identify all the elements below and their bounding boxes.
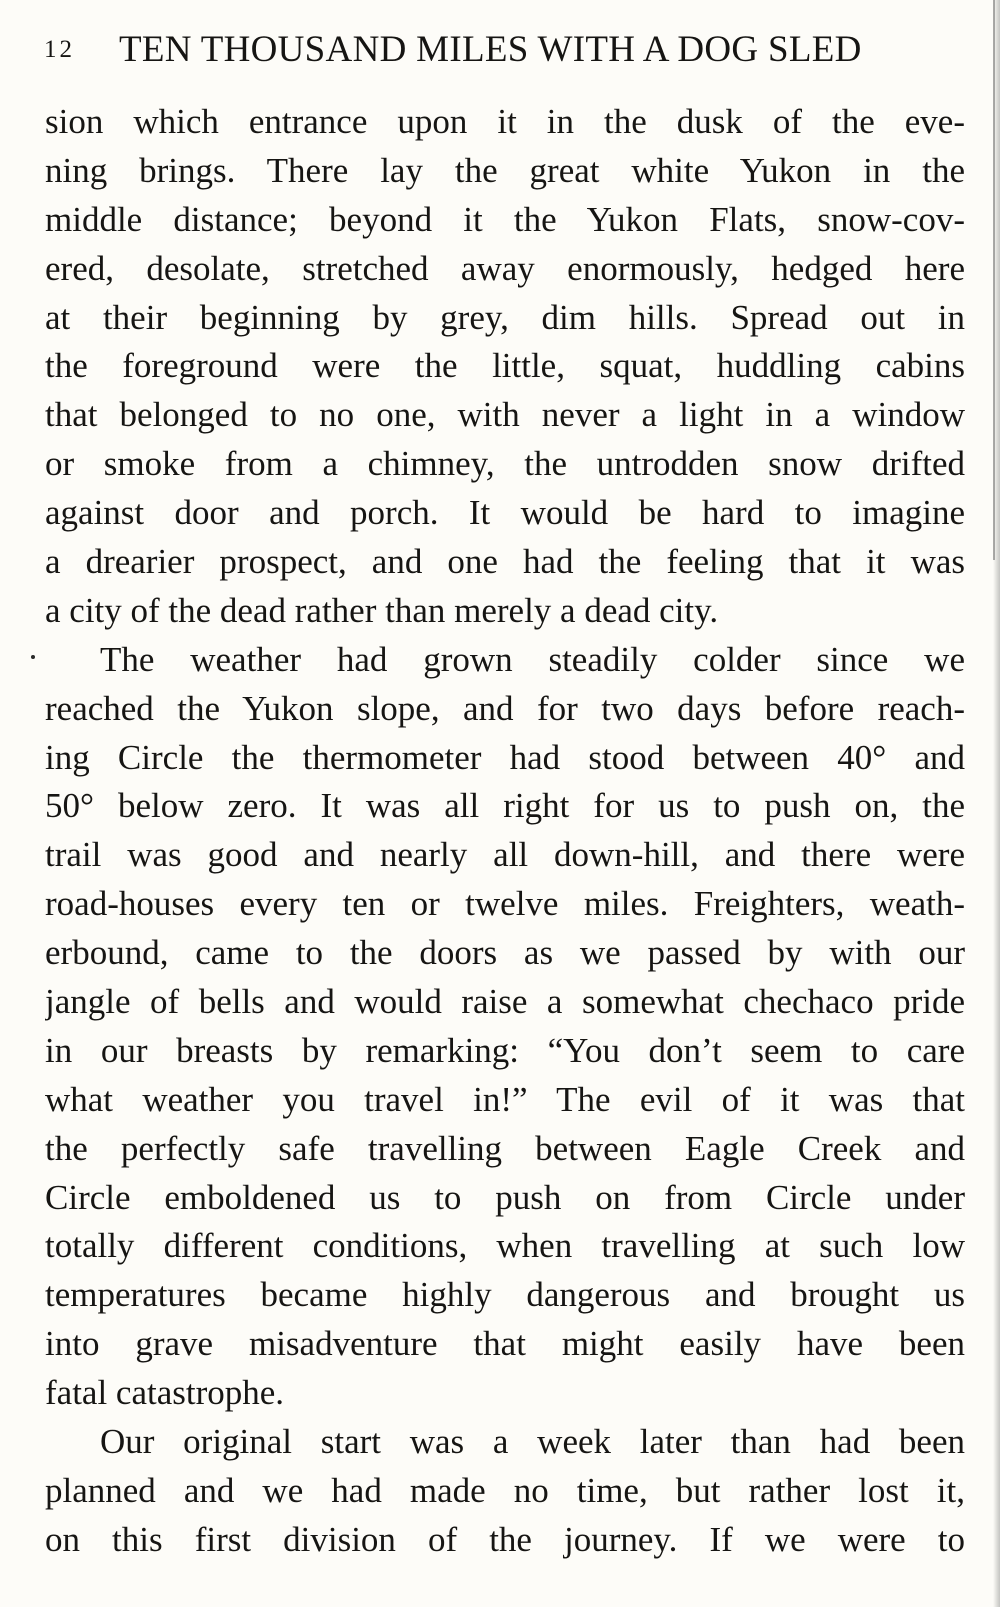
running-title: TEN THOUSAND MILES WITH A DOG SLED — [119, 29, 862, 70]
text-line: the foreground were the little, squat, huddling cabins — [45, 346, 965, 386]
text-line: that belonged to no one, with never a light in a window — [45, 395, 965, 435]
text-line: sion which entrance upon it in the dusk of the eve- — [45, 102, 965, 141]
text-line: The weather had grown steadily colder since we — [100, 639, 965, 679]
text-line: a city of the dead rather than merely a dead city. — [45, 590, 719, 630]
text-line: on this first division of the journey. If we were to — [45, 1519, 965, 1559]
body-text — [45, 98, 965, 1565]
text-line: 50° below zero. It was all right for us to push on, the — [45, 786, 965, 826]
text-line: erbound, came to the doors as we passed by with our — [45, 933, 965, 973]
running-head — [44, 28, 924, 72]
text-line: a drearier prospect, and one had the feeling that it was — [45, 542, 965, 582]
text-line: ered, desolate, stretched away enormously, hedged here — [45, 248, 965, 288]
page-number: 12 — [44, 36, 75, 63]
text-line: fatal catastrophe. — [45, 1373, 285, 1413]
scan-speck — [31, 655, 35, 659]
text-line: road-houses every ten or twelve miles. Freighters, weath- — [45, 884, 965, 924]
text-line: Circle emboldened us to push on from Circle under — [45, 1177, 965, 1217]
text-line: into grave misadventure that might easily have been — [45, 1324, 965, 1364]
scan-page-edge-shadow — [993, 0, 995, 560]
text-line: reached the Yukon slope, and for two days before reach- — [45, 688, 965, 728]
text-line: Our original start was a week later than had been — [100, 1422, 965, 1462]
text-line: totally different conditions, when travelling at such low — [45, 1226, 965, 1266]
scan-page-edge — [993, 0, 1000, 1607]
text-line: planned and we had made no time, but rather lost it, — [45, 1470, 965, 1510]
text-line: or smoke from a chimney, the untrodden snow drifted — [45, 444, 965, 484]
text-line: trail was good and nearly all down-hill, and there were — [45, 835, 965, 875]
text-line: ning brings. There lay the great white Yukon in the — [45, 150, 965, 190]
text-line: in our breasts by remarking: “You don’t seem to care — [45, 1030, 965, 1070]
text-line: what weather you travel in!” The evil of it was that — [45, 1079, 965, 1119]
text-line: the perfectly safe travelling between Eagle Creek and — [45, 1128, 965, 1168]
text-line: jangle of bells and would raise a somewhat chechaco pride — [45, 982, 965, 1022]
text-line: temperatures became highly dangerous and brought us — [45, 1275, 965, 1315]
text-line: ing Circle the thermometer had stood between 40° and — [45, 737, 965, 777]
text-line: middle distance; beyond it the Yukon Flats, snow-cov- — [45, 199, 965, 239]
text-line: at their beginning by grey, dim hills. Spread out in — [45, 297, 965, 337]
text-line: against door and porch. It would be hard to imagine — [45, 493, 965, 533]
